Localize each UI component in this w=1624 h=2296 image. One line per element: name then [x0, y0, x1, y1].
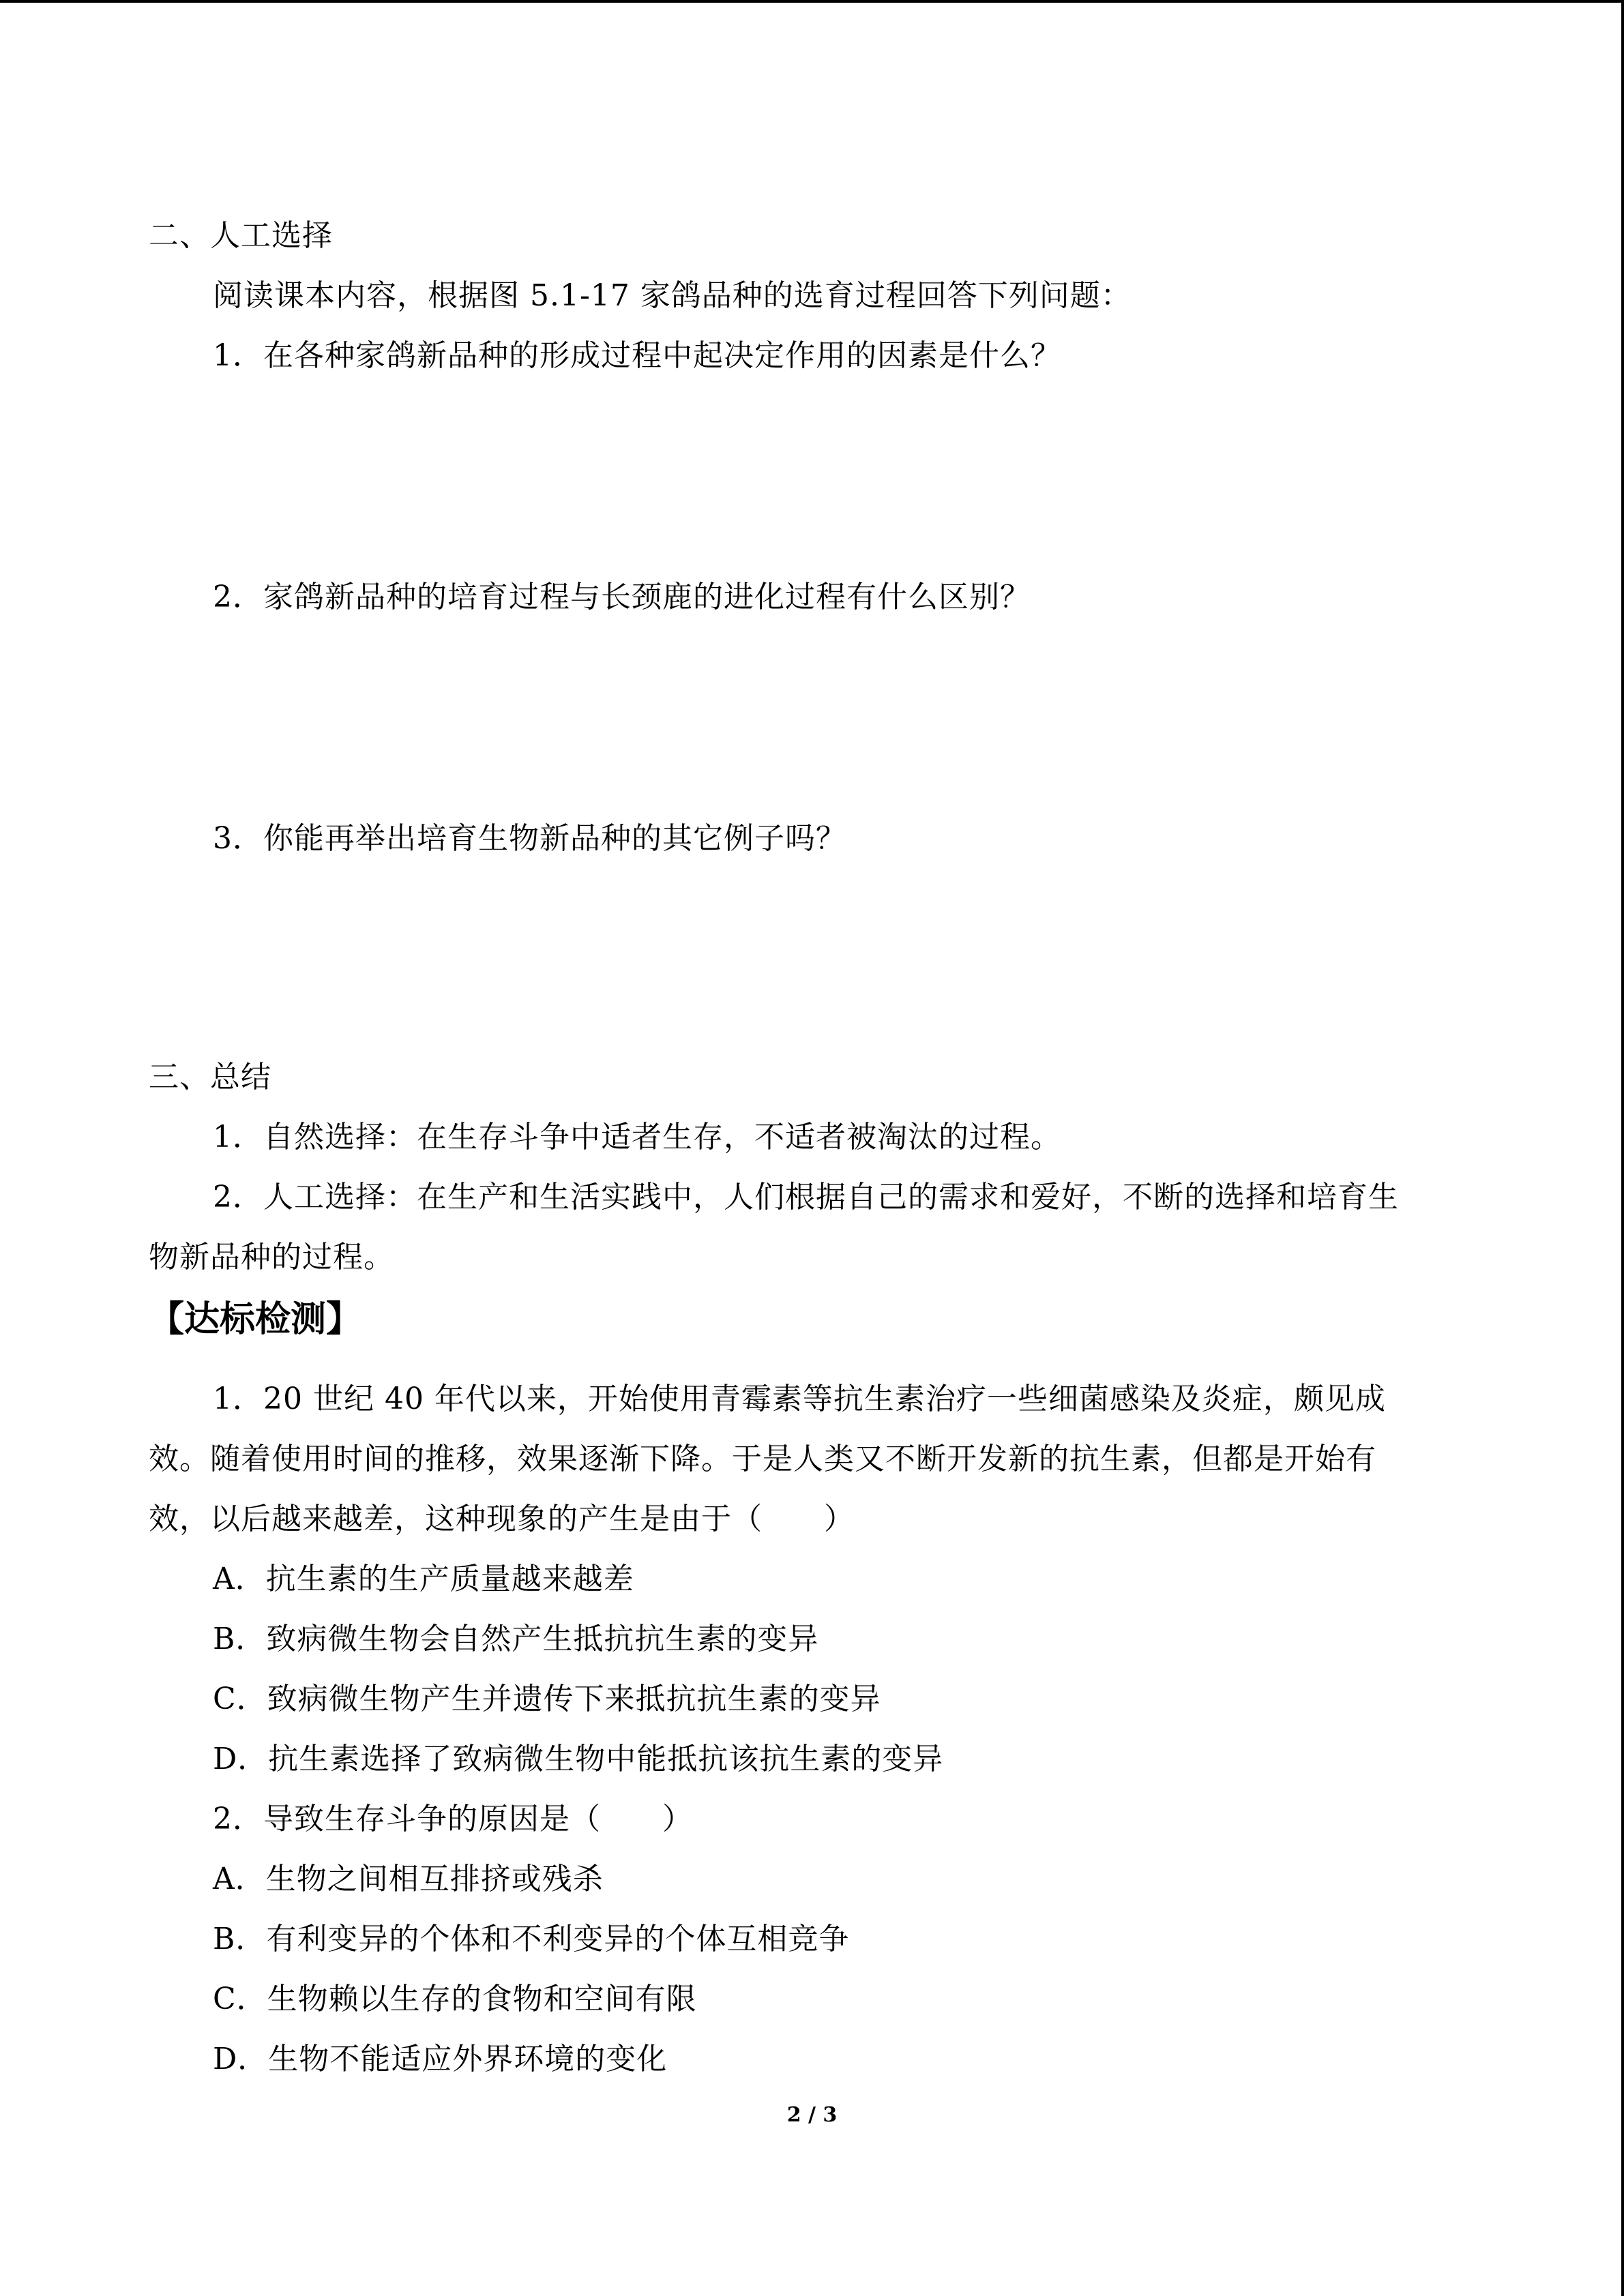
section2-title: 二、人工选择 [149, 218, 333, 253]
summary-item-2-line-1: 2．人工选择：在生产和生活实践中，人们根据自己的需求和爱好，不断的选择和培育生 [213, 1180, 1399, 1214]
assessment-title: 【达标检测】 [149, 1299, 362, 1340]
assessment-q2-option-c: C．生物赖以生存的食物和空间有限 [213, 1982, 697, 2016]
assessment-q1-option-b: B．致病微生物会自然产生抵抗抗生素的变异 [213, 1622, 819, 1656]
section2-question-1: 1．在各种家鸽新品种的形成过程中起决定作用的因素是什么？ [213, 338, 1061, 373]
assessment-q1-line-3: 效，以后越来越差，这种现象的产生是由于（ ） [149, 1502, 855, 1536]
assessment-q2-stem: 2．导致生存斗争的原因是（ ） [213, 1802, 693, 1836]
page-border-right [1621, 0, 1624, 2296]
assessment-q1-option-c: C．致病微生物产生并遗传下来抵抗抗生素的变异 [213, 1682, 881, 1716]
assessment-q2-option-a: A．生物之间相互排挤或残杀 [213, 1862, 604, 1896]
summary-item-2-line-2: 物新品种的过程。 [149, 1240, 394, 1274]
assessment-q2-option-d: D．生物不能适应外界环境的变化 [213, 2042, 668, 2076]
assessment-q1-line-2: 效。随着使用时间的推移，效果逐渐下降。于是人类又不断开发新的抗生素，但都是开始有 [149, 1442, 1376, 1476]
assessment-q1-option-a: A．抗生素的生产质量越来越差 [213, 1562, 634, 1596]
page-number: 2 / 3 [786, 2103, 838, 2127]
section2-intro: 阅读课本内容，根据图 5.1-17 家鸽品种的选育过程回答下列问题： [213, 278, 1132, 313]
section3-title: 三、总结 [149, 1060, 271, 1094]
section2-question-2: 2．家鸽新品种的培育过程与长颈鹿的进化过程有什么区别？ [213, 580, 1031, 614]
summary-item-1: 1．自然选择：在生存斗争中适者生存，不适者被淘汰的过程。 [213, 1120, 1061, 1154]
assessment-q1-option-d: D．抗生素选择了致病微生物中能抵抗该抗生素的变异 [213, 1742, 944, 1776]
page-border-top [0, 0, 1624, 3]
section2-question-3: 3．你能再举出培育生物新品种的其它例子吗？ [213, 821, 846, 856]
assessment-q2-option-b: B．有利变异的个体和不利变异的个体互相竞争 [213, 1922, 850, 1956]
assessment-q1-line-1: 1．20 世纪 40 年代以来，开始使用青霉素等抗生素治疗一些细菌感染及炎症，颇见成 [213, 1382, 1386, 1416]
